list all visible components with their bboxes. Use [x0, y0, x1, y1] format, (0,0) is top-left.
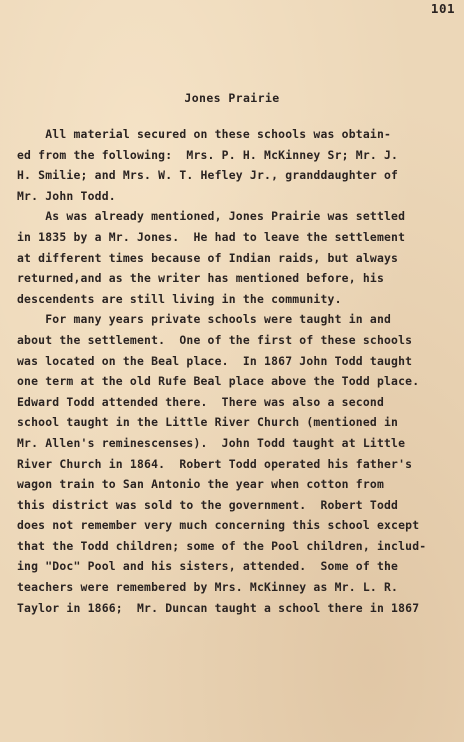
text-line: returned,and as the writer has mentioned before, his [17, 271, 385, 286]
page-title: Jones Prairie [184, 91, 280, 105]
page-number: 101 [430, 1, 455, 16]
text-line: ed from the following: Mrs. P. H. McKinney Sr; Mr. J. [17, 147, 399, 162]
text-line: For many years private schools were taught in and [17, 312, 392, 327]
text-line: was located on the Beal place. In 1867 John Todd taught [17, 353, 413, 368]
text-line: teachers were remembered by Mrs. McKinney as Mr. L. R. [17, 580, 399, 595]
text-line: does not remember very much concerning this school except [17, 518, 420, 533]
text-line: All material secured on these schools was obtain- [17, 127, 392, 141]
text-line: H. Smilie; and Mrs. W. T. Hefley Jr., granddaughter of [17, 168, 399, 183]
document-body [17, 124, 449, 618]
text-line: this district was sold to the government. Robert Todd [17, 497, 399, 512]
text-line: Taylor in 1866; Mr. Duncan taught a school there in 1867 [17, 600, 420, 615]
text-line: As was already mentioned, Jones Prairie was settled [17, 209, 406, 224]
text-line: Mr. John Todd. [17, 188, 116, 203]
text-line: that the Todd children; some of the Pool children, includ- [17, 538, 427, 553]
text-line: one term at the old Rufe Beal place above the Todd place. [17, 374, 420, 389]
text-line: ing "Doc" Pool and his sisters, attended. Some of the [17, 559, 399, 574]
text-line: in 1835 by a Mr. Jones. He had to leave the settlement [17, 229, 406, 244]
text-line: descendents are still living in the community. [17, 291, 342, 306]
text-line: Edward Todd attended there. There was also a second [17, 394, 385, 409]
text-line: River Church in 1864. Robert Todd operated his father's [17, 456, 413, 471]
text-line: Mr. Allen's reminescenses). John Todd taught at Little [17, 435, 406, 450]
text-line: at different times because of Indian raids, but always [17, 250, 399, 265]
text-line: school taught in the Little River Church (mentioned in [17, 415, 399, 430]
text-line: wagon train to San Antonio the year when cotton from [17, 477, 385, 492]
text-line: about the settlement. One of the first of these schools [17, 332, 413, 347]
